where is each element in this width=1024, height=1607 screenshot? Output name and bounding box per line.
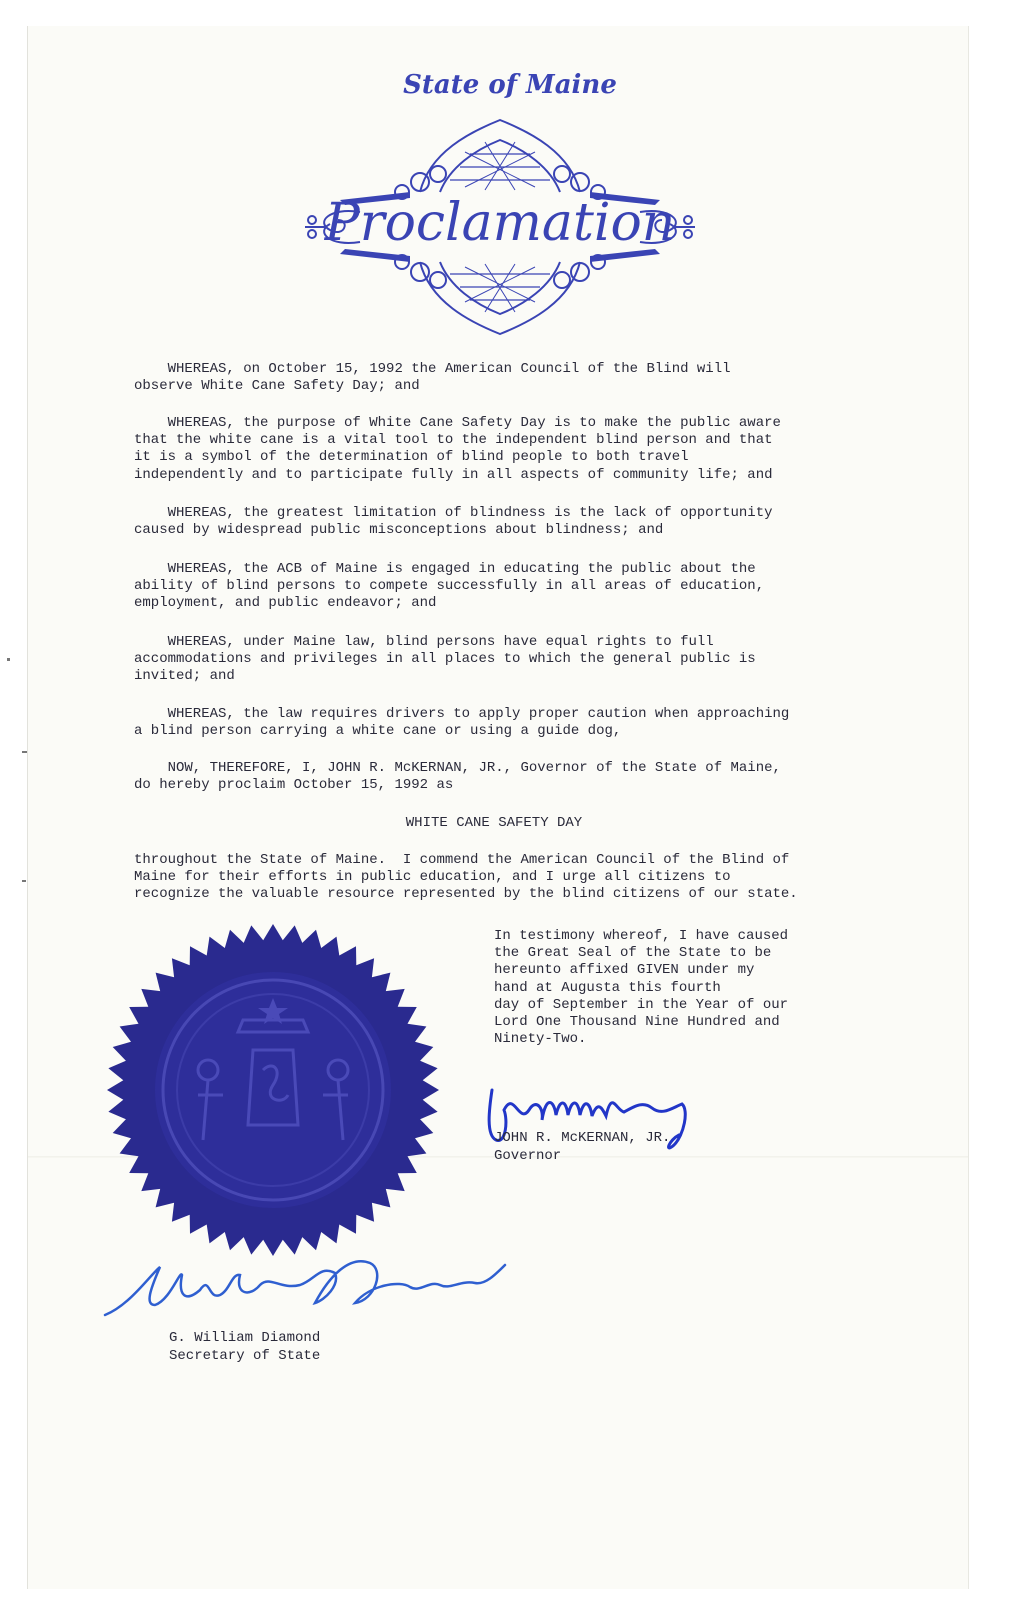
proclamation-title: Proclamation	[324, 193, 676, 253]
secretary-signature	[100, 1245, 520, 1325]
proclamation-crest	[300, 112, 700, 342]
margin-mark	[22, 880, 26, 882]
state-heading: State of Maine	[403, 70, 617, 100]
great-seal	[103, 920, 443, 1260]
margin-mark	[22, 751, 27, 753]
whereas-paragraph-1: WHEREAS, on October 15, 1992 the American Council of the Blind will observe White Cane Safety Day; and	[134, 361, 731, 395]
whereas-paragraph-4: WHEREAS, the ACB of Maine is engaged in educating the public about the ability of blind persons to compete successfully in all areas of education, employment, and public endeavor; and	[134, 561, 765, 612]
secretary-title: Secretary of State	[169, 1348, 321, 1364]
closing-paragraph: throughout the State of Maine. I commend the American Council of the Blind of Maine for their efforts in public education, and I urge all citizens to recognize the valuable resource represented by the blind citizens of our state.	[134, 852, 798, 903]
secretary-name: G. William Diamond	[169, 1330, 321, 1346]
whereas-paragraph-2: WHEREAS, the purpose of White Cane Safety Day is to make the public aware that the white cane is a vital tool to the independent blind person and that it is a symbol of the determination of blind people to both travel independently and to participate fully in all aspects of community life; and	[134, 415, 781, 483]
day-title: WHITE CANE SAFETY DAY	[405, 815, 583, 831]
proclamation-paragraph: NOW, THEREFORE, I, JOHN R. McKERNAN, JR., Governor of the State of Maine, do hereby proclaim October 15, 1992 as	[134, 760, 781, 794]
testimony-text: In testimony whereof, I have caused the Great Seal of the State to be hereunto affixed GIVEN under my hand at Augusta this fourth day of September in the Year of our Lord One Thousand Nine Hundred and Ninety-Two.	[494, 928, 789, 1048]
governor-name: JOHN R. McKERNAN, JR.	[494, 1130, 671, 1146]
margin-mark	[7, 658, 10, 661]
whereas-paragraph-3: WHEREAS, the greatest limitation of blindness is the lack of opportunity caused by widespread public misconceptions about blindness; and	[134, 505, 773, 539]
whereas-paragraph-5: WHEREAS, under Maine law, blind persons have equal rights to full accommodations and privileges in all places to which the general public is invited; and	[134, 634, 756, 685]
governor-title: Governor	[494, 1148, 562, 1164]
whereas-paragraph-6: WHEREAS, the law requires drivers to apply proper caution when approaching a blind person carrying a white cane or using a guide dog,	[134, 706, 790, 740]
